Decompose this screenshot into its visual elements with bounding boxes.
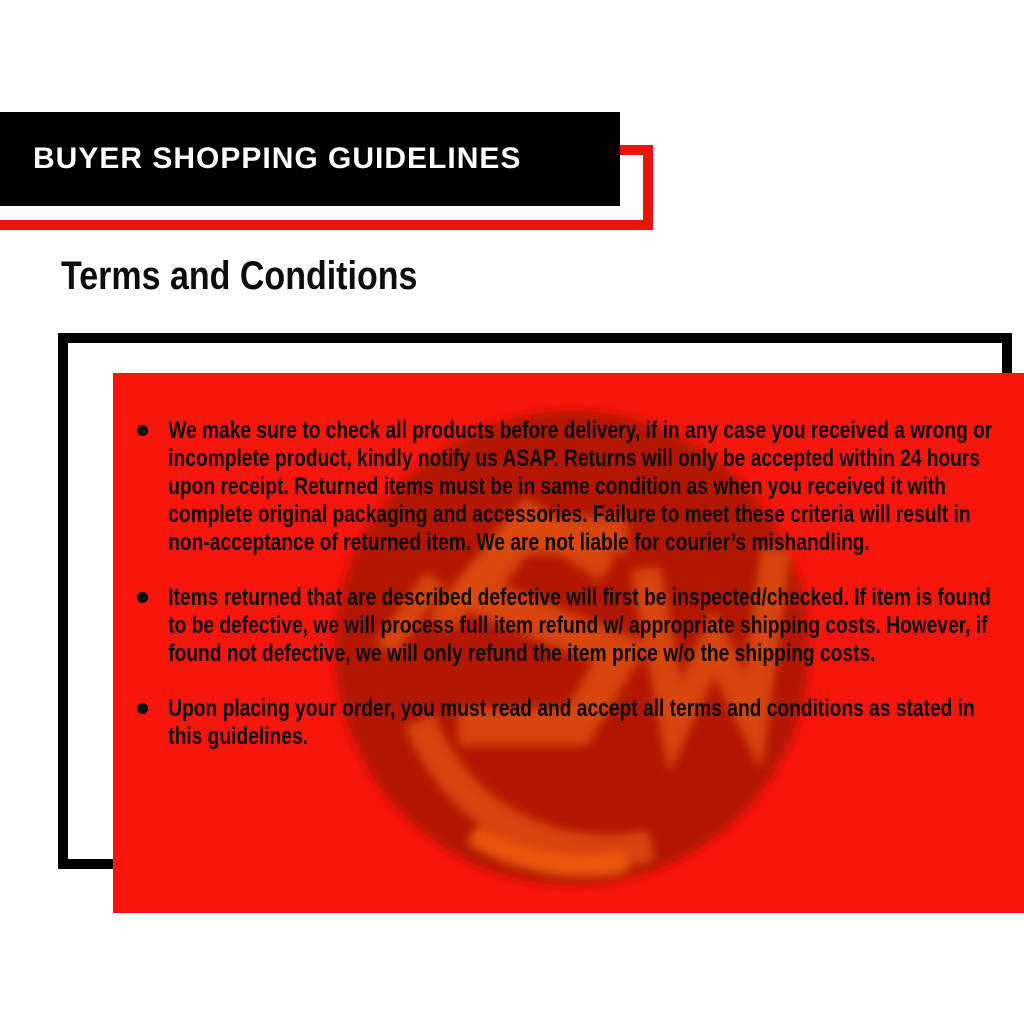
terms-panel xyxy=(113,373,1024,913)
terms-item-text: Upon placing your order, you must read and accept all terms and conditions as stated in this guidelines. xyxy=(168,695,975,750)
banner-title: BUYER SHOPPING GUIDELINES xyxy=(33,142,522,175)
terms-list xyxy=(137,417,1001,751)
page-title: Terms and Conditions xyxy=(61,254,418,298)
bullet-dot-icon xyxy=(137,695,168,751)
banner xyxy=(0,112,620,206)
terms-item xyxy=(137,584,1001,668)
terms-item xyxy=(137,695,1001,751)
terms-item xyxy=(137,417,1001,557)
terms-item-text: Items returned that are described defective will first be inspected/checked. If item is found to be defective, we will process full item refund w/ appropriate shipping costs. However, if found not defective, we will only refund the item price w/o the shipping costs. xyxy=(168,584,991,667)
bullet-dot-icon xyxy=(137,584,168,668)
bullet-dot-icon xyxy=(137,417,168,557)
terms-item-text: We make sure to check all products before delivery, if in any case you received a wrong or incomplete product, kindly notify us ASAP. Returns will only be accepted within 24 hours upon receipt. Returned items must be in same condition as when you received it with complete original packaging and accessories. Failure to meet these criteria will result in non-acceptance of returned item. We are not liable for courier’s mishandling. xyxy=(168,417,993,556)
